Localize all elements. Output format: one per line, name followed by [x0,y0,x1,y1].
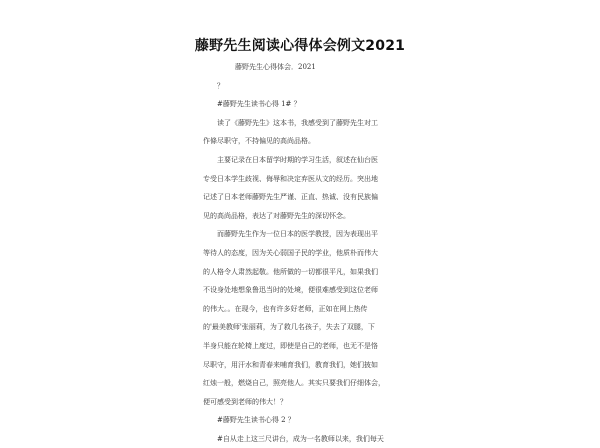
document-body [203,58,401,448]
text-line: #自从走上这三尺讲台，成为一名教师以来，我们每天 [217,434,384,443]
text-line: 尽职守，用汗水和青春来哺育我们，教育我们，她们披如 [203,360,378,369]
text-line: 等待人的态度，因为关心弱国子民的学业，他质朴而伟大 [203,248,378,257]
section-heading: #藤野先生读书心得 1# ？ [217,100,301,109]
page-title: 藤野先生阅读心得体会例文2021 [194,38,406,54]
text-line: 的人格令人肃然起敬。他所做的一切都很平凡，如果我们 [203,267,378,276]
text-line: 的伟大。。在现今，也有许多好老师，正如在网上热传 [203,304,368,313]
text-line: 红烛一般，燃烧自己，照亮他人。其实只要我们仔细体会， [203,379,385,388]
text-line: 而藤野先生作为一位日本的医学教授，因为表现出平 [217,230,378,239]
text-line: 不设身处地想象鲁迅当时的处境，便很难感受到这位老师 [203,286,378,295]
text-line: 见的高尚品格，表达了对藤野先生的深切怀念。 [203,211,350,220]
section-heading: #藤野先生读书心得 2 ？ [217,416,295,425]
text-line: 专受日本学生歧视、侮辱和决定弃医从文的经历。突出地 [203,174,378,183]
text-line: 读了《藤野先生》这本书，我感受到了藤野先生对工 [217,118,378,127]
text-line: ？ [217,81,224,90]
text-line: 便可感受到老师的伟大！？ [203,397,287,406]
text-line: 主要记录在日本留学时期的学习生活，叙述在仙台医 [217,155,378,164]
document-subtitle: 藤野先生心得体会．2021 [235,63,316,71]
text-line: 记述了日本老师藤野先生严谨、正直、热诚、没有民族偏 [203,193,378,202]
text-line: 的'最美教师'张丽莉，为了救几名孩子，失去了双腿，下 [203,323,375,332]
text-line: 半身只能在轮椅上度过，即使是自己的老师，也无不是恪 [203,341,378,350]
text-line: 作條尽职守，不持偏见的高尚品格。 [203,137,315,146]
